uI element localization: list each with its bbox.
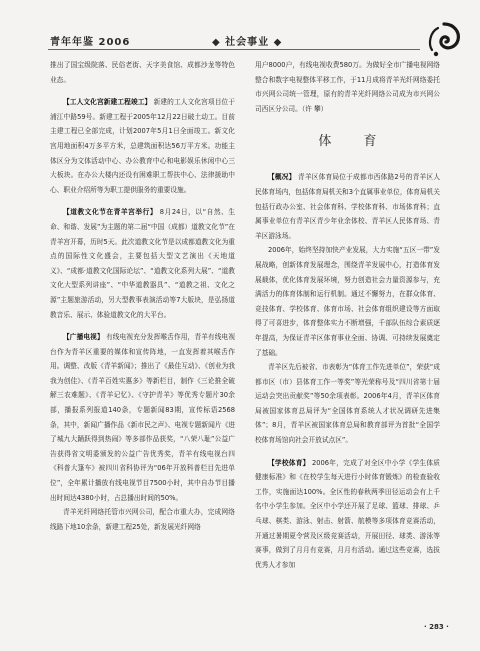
- right-column: [255, 58, 440, 572]
- decorative-swirl-icon: [424, 20, 464, 60]
- page-header: [0, 0, 480, 48]
- page-number: · 283 ·: [424, 623, 449, 631]
- section-title: 体 育: [318, 134, 391, 150]
- entry-heading: 【道教文化节在青羊宫举行】: [63, 208, 158, 217]
- entry-heading: 【学校体育】: [268, 458, 310, 467]
- paragraph-broadcasting: 【广播电视】 有线电视充分发挥喉舌作用，青羊有线电视台作为青羊区重要的媒体和宣传阵地，一直发挥着其喉舌作用。调整、改版《青羊新闻》；推出了《最佳互动》、《创业为我 我为创佳》、《青羊百姓实惠多》等新栏目，制作《三论推全破解三农难题》、《青羊记忆》、《守护青羊》等优秀专题片30余部，播报系列报道140条，专题新闻83期，宣传标语2568条，其中，新闻广播作品《新市民之声》、电视专题新闻片《进了城九大踊跃得到热闹》等多部作品获奖，“八荣八耻”公益广告获得省文明委颁发的公益广告优秀奖，青羊有线电视台四《科普大篷车》被四川省科协评为“06年开放科普栏目先进单位”，全年累计播放有线电视节目7500小时，其中自办节目播出时间达4380小时，占总播出时间的50%。: [50, 333, 236, 502]
- running-title: 青年年鉴 2006: [50, 37, 131, 48]
- paragraph-school-sports: 【学校体育】 2006年，完成了对全区中小学《学生体质健康标准》和《在校学生每天进行小时体育锻炼》的检查验收工作，实施面达100%。全区性的春秋两季田径运动会有上千名中小学生参加。全区中小学还开展了足球、篮球、排球、乒乓球、棋类、游泳、射击、射箭、航模等多项体育竞赛活动，开通过暑期夏令营及区级竞赛活动，开展田径、球类、游泳等赛事，做到了月月有竞赛，月月有活动。通过这些竞赛，选拔优秀人才参加: [255, 458, 440, 569]
- entry-heading: 【工人文化宫新建工程竣工】: [63, 98, 152, 107]
- paragraph: 青羊光纤网络托管市兴网公司，配合市重大办，完成网络线路下地10余条，新建工程25处，新发展光纤网络: [50, 508, 235, 531]
- paragraph-workers-palace: 【工人文化宫新建工程竣工】 新建的工人文化宫项目位于浦江中路59号。新建工程于2005年12月22日破土动工。目前主建工程已全部完成，计划2007年5月1日全面竣工。新文化宫用地面积4万多平方米，总建筑面积达56万平方米。功能主体区分为文体活动中心、办公教育中心和电影娱乐休闲中心三大板块。在办公大楼内还设有困难职工帮扶中心、法律援助中心、职业介绍所等为职工提供服务的重要设施。: [50, 98, 235, 194]
- paragraph-overview: 【概况】 青羊区体育局位于成都市西体路2号的青羊区人民体育场内，包括体育局机关和3个直属事业单位，体育局机关包括行政办公室、社会体育科、学校体育科、市场体育科；直属事业单位有青羊区青少年业余体校、青羊区人民体育场、青羊区游泳场。: [255, 173, 440, 240]
- paragraph: 青羊区先后被省、市表彰为“体育工作先进单位”，荣获“成都市区（市）县体育工作一等奖”等光荣称号及“四川省第十届运动会突出贡献奖”等50余项表彰。2006年4月，青羊区体育局被国家体育总局评为“全国体育系统人才状况调研先进集体”；8月，青羊区被国家体育总局和教育部评为首批“全国学校体育场馆向社会开放试点区”。: [255, 363, 440, 445]
- left-column: [50, 58, 235, 534]
- paragraph: 推出了国宝级院落、民俗老街、天字美食馆、成都沙龙等特色业态。: [50, 61, 235, 84]
- paragraph: 2006年，始终坚持加快产业发展，大力实施“五区一带”发展战略，创新体育发展理念，围绕青羊发展中心，打造体育发展载体，优化体育发展环境，努力创造社会力量资源参与，充满活力的体育体制和运行机制。通过不懈努力，在群众体育、竞技体育、学校体育、体育市场、社会体育组织建设等方面取得了可喜进步，体育整体实力不断增强，千部队伍综合素质逐年提高，为保证青羊区体育事业全面、协调、可持续发展奠定了基础。: [255, 246, 440, 357]
- paragraph: 用户8000户，有线电视收费580万。为做好全市广播电视网络整合和数字电视整体平移工作，于11月成将青羊光纤网络委托市兴网公司统一管理，原有的青羊光纤网络公司成为市兴网公司西区分公司。（许 攀）: [255, 61, 440, 113]
- entry-heading: 【广播电视】: [63, 333, 104, 342]
- paragraph-taoist-festival: 【道教文化节在青羊宫举行】 8月24日，以“自然、生命、和谐、发展”为主题的第二届“中国（成都）道教文化节”在青羊宫开幕，历时5天。此次道教文化节是以成都道教文化为重点的国际性文化盛会，主要包括大型文艺演出《天地道义》、“成都·道教文化国际论坛”、“道教文化系列大展”、“道教文化大型系列讲座”、“中华道教器具”、“道教之祖、文化之源”主题旅游活动，另大型教事表演活动等7大版块，是弘扬道教音乐、展示、体验道教文化的大平台。: [50, 208, 236, 319]
- entry-heading: 【概况】: [268, 173, 296, 182]
- header-rule: [48, 49, 420, 50]
- section-header: ◆ 社会事业 ◆: [212, 37, 283, 48]
